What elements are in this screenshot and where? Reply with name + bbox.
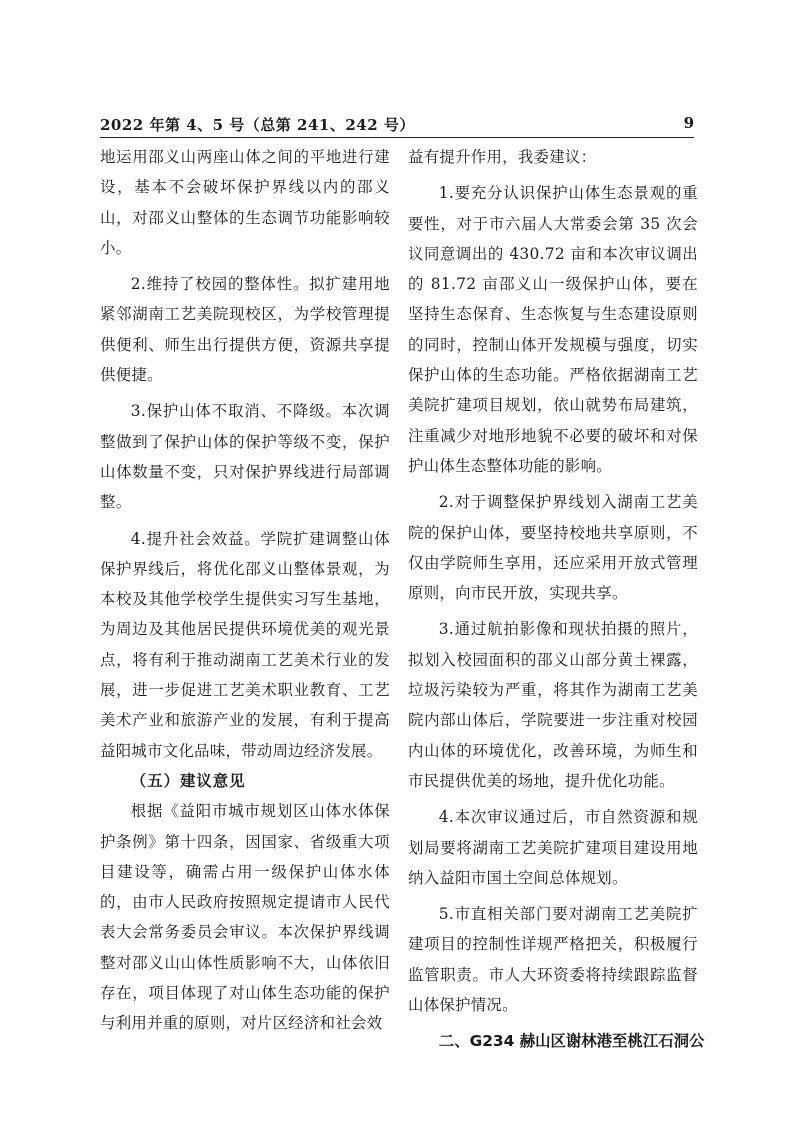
running-header bbox=[100, 114, 694, 136]
page-number: 9 bbox=[683, 114, 694, 132]
paragraph: 5.市直相关部门要对湖南工艺美院扩建项目的控制性详规严格把关，积极履行监管职责。市人大环资委将持续跟踪监督山体保护情况。 bbox=[408, 905, 698, 1015]
left-column bbox=[100, 142, 390, 1039]
right-column bbox=[408, 142, 705, 1057]
issue-label: 2022 年第 4、5 号（总第 241、242 号） bbox=[100, 116, 415, 134]
paragraph: 2.对于调整保护界线划入湖南工艺美院的保护山体，要坚持校地共享原则，不仅由学院师生享用，还应采用开放式管理原则，向市民开放，实现共享。 bbox=[408, 493, 698, 603]
section-heading: 二、G234 赫山区谢林港至桃江石洞公 bbox=[438, 1032, 705, 1051]
paragraph: 地运用邵义山两座山体之间的平地进行建设，基本不会破坏保护界线以内的邵义山，对邵义山整体的生态调节功能影响较小。 bbox=[100, 148, 390, 257]
paragraph: 3.通过航拍影像和现状拍摄的照片，拟划入校园面积的邵义山部分黄土裸露，垃圾污染较为严重，将其作为湖南工艺美院内部山体后，学院要进一步注重对校园内山体的环境优化，改善环境，为师生和市民提供优美的场地，提升优化功能。 bbox=[408, 620, 698, 790]
paragraph: 4.提升社会效益。学院扩建调整山体保护界线后，将优化邵义山整体景观，为本校及其他学校学生提供实习写生基地，为周边及其他居民提供环境优美的观光景点，将有利于推动湖南工艺美术行业的发展，进一步促进工艺美术职业教育、工艺美术产业和旅游产业的发展，有利于提高益阳城市文化品味，带动周边经济发展。 bbox=[100, 529, 390, 760]
header-rule bbox=[100, 137, 694, 138]
paragraph: 1.要充分认识保护山体生态景观的重要性，对于市六届人大常委会第 35 次会议同意调出的 430.72 亩和本次审议调出的 81.72 亩邵义山一级保护山体，要在坚持生态保育、生态恢复与生态建设原则的同时，控制山体开发规模与强度，切实保护山体的生态功能。严格依据湖南工艺美院扩建项目规划，依山就势布局建筑，注重减少对地形地貌不必要的破坏和对保护山体生态整体功能的影响。 bbox=[408, 184, 698, 475]
paragraph: 益有提升作用，我委建议： bbox=[408, 148, 597, 166]
subheading: （五）建议意见 bbox=[130, 771, 246, 790]
paragraph: 4.本次审议通过后，市自然资源和规划局要将湖南工艺美院扩建项目建设用地纳入益阳市国土空间总体规划。 bbox=[408, 808, 698, 887]
paragraph: 2.维持了校园的整体性。拟扩建用地紧邻湖南工艺美院现校区，为学校管理提供便利、师生出行提供方便，资源共享提供便捷。 bbox=[100, 275, 390, 385]
paragraph: 根据《益阳市城市规划区山体水体保护条例》第十四条，因国家、省级重大项目建设等，确需占用一级保护山体水体的，由市人民政府按照规定提请市人民代表大会常务委员会审议。本次保护界线调整对邵义山山体性质影响不大，山体依旧存在，项目体现了对山体生态功能的保护与利用并重的原则，对片区经济和社会效 bbox=[100, 802, 390, 1033]
paragraph: 3.保护山体不取消、不降级。本次调整做到了保护山体的保护等级不变，保护山体数量不变，只对保护界线进行局部调整。 bbox=[100, 402, 390, 512]
